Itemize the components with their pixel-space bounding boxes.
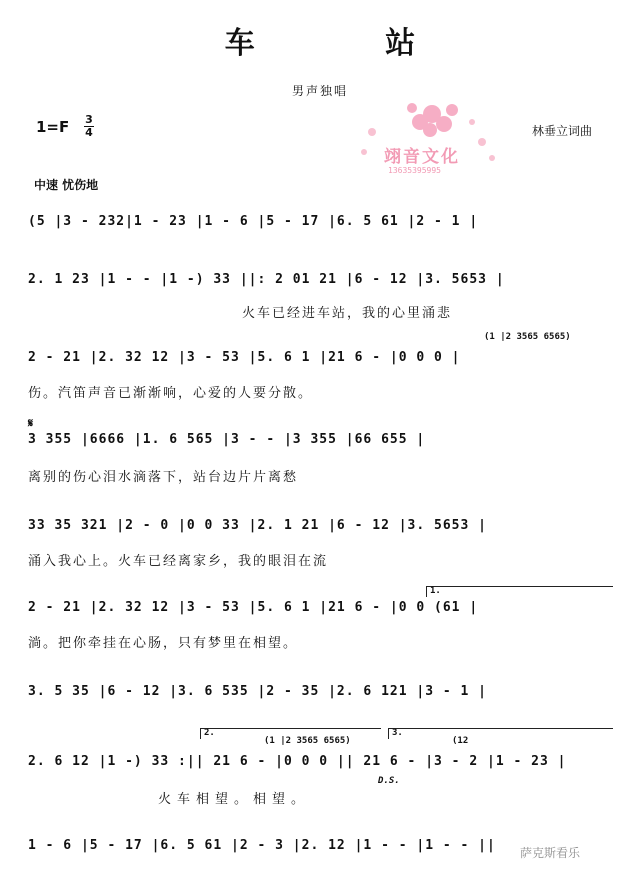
score-row-3: 2 - 21 |2. 32 12 |3 - 53 |5. 6 1 |21 6 - |0 0 0 | <box>28 350 461 365</box>
score-row-6: 2 - 21 |2. 32 12 |3 - 53 |5. 6 1 |21 6 - |0 0 (61 | <box>28 600 479 615</box>
time-signature <box>84 114 94 139</box>
song-title: 车 站 <box>224 26 476 61</box>
bracket-12: (12 <box>452 736 469 746</box>
score-row-9: 1 - 6 |5 - 17 |6. 5 61 |2 - 3 |2. 12 |1 - - |1 - - || <box>28 838 496 853</box>
score-row-4: 3 355 |6666 |1. 6 565 |3 - - |3 355 |66 655 | <box>28 432 426 447</box>
alt-ending-top: (1 |2 3565 6565) <box>484 332 571 342</box>
song-subtitle: 男声独唱 <box>291 84 348 98</box>
meter-bottom: 4 <box>85 126 93 139</box>
volta-three-label: 3. <box>392 728 403 738</box>
jianpu-score <box>28 214 616 854</box>
key-signature: 1=F <box>36 118 70 136</box>
ds-marking: D.S. <box>378 776 400 786</box>
alt-ending-bottom: (1 |2 3565 6565) <box>264 736 351 746</box>
lyrics-row-3: 伤。汽笛声音已渐渐响，心爱的人要分散。 <box>28 386 314 401</box>
stamp-phone: 13635395995 <box>388 166 441 175</box>
score-row-2: 2. 1 23 |1 - - |1 -) 33 ||: 2 01 21 |6 - 12 |3. 5653 | <box>28 272 505 287</box>
lyrics-row-5: 涌入我心上。火车已经离家乡，我的眼泪在流 <box>28 554 329 569</box>
volta-one-label: 1. <box>430 586 441 596</box>
lyrics-row-4: 离别的伤心泪水滴落下，站台边片片离愁 <box>28 470 299 485</box>
lyrics-row-2: 火车已经进车站，我的心里涌悲 <box>242 306 453 321</box>
score-row-8: 2. 6 12 |1 -) 33 :|| 21 6 - |0 0 0 || 21 6 - |3 - 2 |1 - 23 | <box>28 754 567 769</box>
composer-credit: 林垂立词曲 <box>532 124 593 138</box>
volta-bracket-1 <box>426 586 613 597</box>
score-row-5: 33 35 321 |2 - 0 |0 0 33 |2. 1 21 |6 - 12 |3. 5653 | <box>28 518 487 533</box>
stamp-text: 翊音文化 <box>384 147 460 167</box>
score-row-7: 3. 5 35 |6 - 12 |3. 6 535 |2 - 35 |2. 6 121 |3 - 1 | <box>28 684 487 699</box>
tempo-marking: 中速 忧伤地 <box>34 178 99 192</box>
volta-two-label: 2. <box>204 728 215 738</box>
segno-icon: 𝄋 <box>28 416 34 430</box>
watermark: 萨克斯看乐 <box>520 846 581 860</box>
lyrics-row-6: 淌。把你牵挂在心肠，只有梦里在相望。 <box>28 636 299 651</box>
meter-top: 3 <box>85 113 93 126</box>
lyrics-row-8: 火车相望。相望。 <box>158 792 311 807</box>
volta-bracket-3 <box>388 728 613 739</box>
score-row-1: (5 |3 - 232|1 - 23 |1 - 6 |5 - 17 |6. 5 61 |2 - 1 | <box>28 214 479 229</box>
